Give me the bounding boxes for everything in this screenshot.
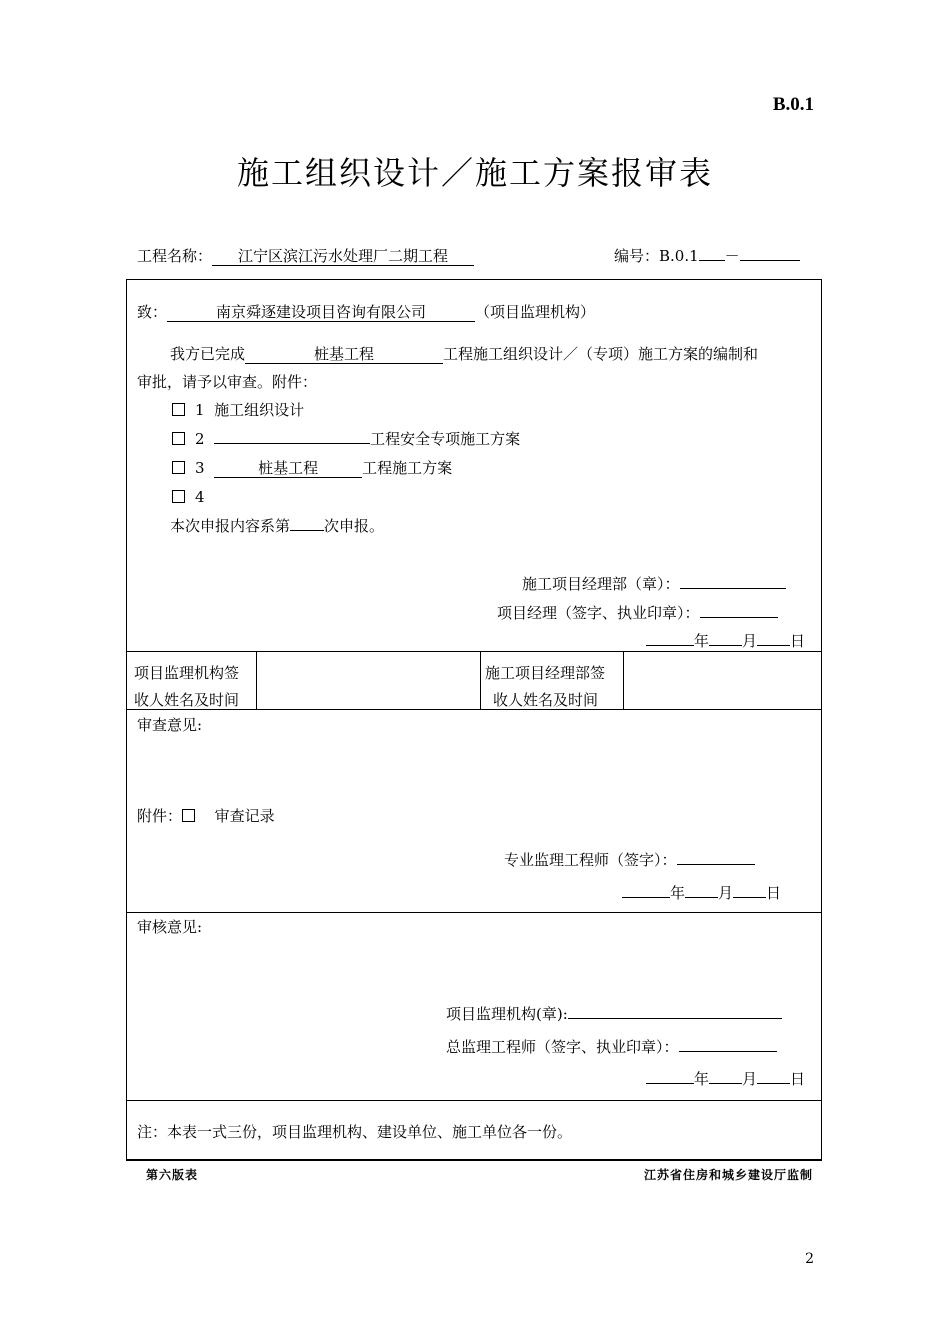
- checkbox-4[interactable]: [172, 490, 185, 503]
- month-blank: [685, 883, 718, 898]
- col-divider-1: [256, 651, 257, 709]
- review-record-checkbox[interactable]: [182, 809, 195, 822]
- checkbox-1[interactable]: [172, 403, 185, 416]
- body-suffix: 工程施工组织设计／（专项）施工方案的编制和: [443, 345, 759, 363]
- audit-chief-label: 总监理工程师（签字、执业印章）：: [446, 1038, 679, 1056]
- submission-suffix: 次申报。: [324, 517, 385, 535]
- month-blank: [709, 631, 742, 646]
- review-engineer-blank: [677, 850, 755, 865]
- supervision-receipt-label: [134, 660, 239, 714]
- year-blank: [622, 883, 670, 898]
- submission-prefix: 本次申报内容系第: [170, 517, 291, 535]
- item3-project-value: 桩基工程: [214, 460, 362, 478]
- attachment-item-4: [172, 487, 205, 507]
- to-label: 致：: [137, 303, 168, 321]
- attachment-item-2: [172, 429, 520, 449]
- sign-manager-label: 项目经理（签字、执业印章）：: [497, 604, 700, 622]
- submission-count-blank: [290, 516, 324, 531]
- day-label: 日: [790, 1070, 806, 1088]
- audit-date: [646, 1069, 805, 1089]
- audit-org-row: [446, 1004, 782, 1024]
- project-name-row: [137, 246, 474, 266]
- month-blank: [709, 1069, 742, 1084]
- table-left-border: [126, 279, 127, 1160]
- month-label: 月: [718, 884, 734, 902]
- review-date: [622, 883, 781, 903]
- audit-org-label: 项目监理机构(章):: [446, 1005, 568, 1023]
- month-label: 月: [742, 1070, 758, 1088]
- year-label: 年: [670, 884, 686, 902]
- to-suffix: （项目监理机构）: [475, 303, 596, 321]
- review-attachment-row: [137, 806, 275, 826]
- col-divider-2: [480, 651, 481, 709]
- sign-dept-row: [522, 574, 786, 594]
- review-attach-label: 附件：: [137, 807, 183, 825]
- item1-text: 施工组织设计: [214, 401, 305, 419]
- contractor-receipt-label: [485, 660, 605, 714]
- contractor-receipt-label-1: 施工项目经理部签: [485, 664, 606, 682]
- day-label: 日: [790, 632, 806, 650]
- review-label: 审查意见:: [137, 716, 203, 734]
- body-line-2: 审批，请予以审查。附件：: [137, 373, 318, 391]
- year-label: 年: [694, 632, 710, 650]
- year-blank: [646, 1069, 694, 1084]
- review-attach-text: 审查记录: [214, 807, 275, 825]
- attachment-item-3: [172, 458, 452, 478]
- sign-dept-label: 施工项目经理部（章）：: [522, 575, 680, 593]
- page-number: 2: [805, 1251, 814, 1267]
- page-title: 施工组织设计／施工方案报审表: [236, 154, 713, 192]
- number-dash: －: [724, 247, 740, 265]
- project-label: 工程名称：: [137, 247, 213, 265]
- number-blank-2: [740, 246, 800, 261]
- item4-number: 4: [195, 488, 205, 506]
- submission-count-row: [170, 516, 384, 536]
- checkbox-3[interactable]: [172, 461, 185, 474]
- day-label: 日: [766, 884, 782, 902]
- to-row: [137, 302, 595, 322]
- year-blank: [646, 631, 694, 646]
- row-divider-3: [126, 912, 822, 913]
- audit-label: 审核意见:: [137, 918, 203, 936]
- section1-date: [646, 631, 805, 651]
- audit-org-blank: [568, 1004, 782, 1019]
- body-line-1: [170, 344, 758, 364]
- contractor-receipt-label-2: 收人姓名及时间: [493, 691, 599, 709]
- table-note: 注：本表一式三份，项目监理机构、建设单位、施工单位各一份。: [137, 1123, 573, 1141]
- row-divider-1: [126, 651, 822, 652]
- sign-manager-blank: [700, 603, 778, 618]
- item3-number: 3: [195, 459, 205, 477]
- day-blank: [757, 1069, 790, 1084]
- item1-number: 1: [195, 401, 205, 419]
- body-project-value: 桩基工程: [245, 346, 443, 364]
- audit-chief-row: [446, 1037, 777, 1057]
- sign-manager-row: [497, 603, 778, 623]
- number-row: [614, 246, 800, 266]
- sign-dept-blank: [680, 574, 786, 589]
- project-name-value: 江宁区滨江污水处理厂二期工程: [212, 248, 474, 266]
- table-top-border: [126, 279, 822, 280]
- supervision-receipt-label-1: 项目监理机构签: [134, 664, 240, 682]
- checkbox-2[interactable]: [172, 432, 185, 445]
- number-blank-1: [699, 246, 725, 261]
- day-blank: [733, 883, 766, 898]
- item3-text: 工程施工方案: [362, 459, 453, 477]
- table-right-border: [821, 279, 822, 1160]
- audit-chief-blank: [679, 1037, 777, 1052]
- review-engineer-label: 专业监理工程师（签字）：: [504, 851, 677, 869]
- day-blank: [757, 631, 790, 646]
- review-engineer-row: [504, 850, 755, 870]
- number-label: 编号：B.0.1: [614, 247, 699, 265]
- to-org-value: 南京舜逐建设项目咨询有限公司: [167, 304, 475, 322]
- body-prefix: 我方已完成: [170, 345, 246, 363]
- footer-edition: 第六版表: [146, 1168, 199, 1182]
- item2-text: 工程安全专项施工方案: [370, 430, 521, 448]
- item2-number: 2: [195, 430, 205, 448]
- col-divider-3: [623, 651, 624, 709]
- footer-issuer: 江苏省住房和城乡建设厅监制: [643, 1168, 813, 1182]
- form-code: B.0.1: [772, 94, 814, 115]
- table-bottom-border: [126, 1159, 822, 1161]
- month-label: 月: [742, 632, 758, 650]
- row-divider-4: [126, 1100, 822, 1101]
- year-label: 年: [694, 1070, 710, 1088]
- attachment-item-1: [172, 400, 304, 420]
- supervision-receipt-label-2: 收人姓名及时间: [134, 691, 240, 709]
- item2-blank: [214, 429, 370, 444]
